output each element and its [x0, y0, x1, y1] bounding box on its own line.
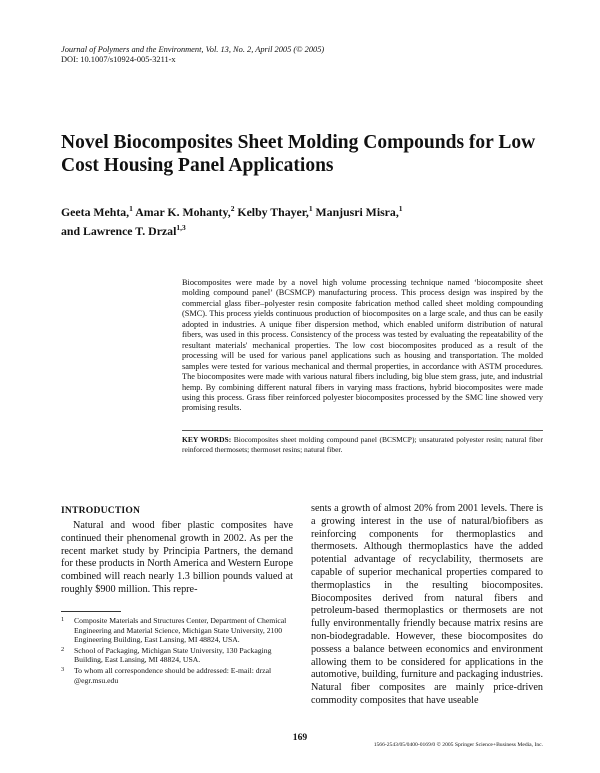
- footnote-text: To whom all correspondence should be addressed: E-mail: drzal @egr.msu.edu: [74, 665, 272, 685]
- abstract-divider: [182, 430, 543, 431]
- author-affiliation-mark: 1: [398, 204, 403, 213]
- footnote-text: School of Packaging, Michigan State University, 130 Packaging Building, East Lansing, MI 48824, USA.: [74, 645, 272, 665]
- introduction-column-1: Natural and wood fiber plastic composites have continued their phenomenal growth in 2002. As per the recent market study by Principia Partners, the demand for these products in North America and Western Europe combined will reach nearly 1.3 billion pounds valued at roughly $900 million. This repre-: [61, 520, 293, 595]
- author-affiliation-mark: 1: [129, 204, 133, 213]
- footnote-number: 3: [61, 665, 65, 673]
- footnotes: [61, 616, 293, 686]
- author-name: Amar K. Mohanty,: [135, 204, 231, 219]
- author-affiliation-mark: 1: [308, 204, 313, 213]
- introduction-column-2: sents a growth of almost 20% from 2001 levels. There is a growing interest in the use of natural/biofibers as reinforcing components for thermoplastics and thermosets. Although thermoplastics have the added potential advantage of recyclability, thermosets are capable of superior mechanical properties compared to thermoplastics in the resulting biocomposites. Biocomposites derived from natural fibers and petroleum-based thermoplastics or thermosets are not fully environmentally friendly because matrix resins are non-biodegradable. However, these biocomposites do possess a balance between economics and environment allowing them to be considered for applications in the automotive, building, furniture and packaging industries. Natural fiber composites are mainly price-driven commodity composites that have useable: [311, 503, 543, 706]
- article-title: Novel Biocomposites Sheet Molding Compounds for Low Cost Housing Panel Applications: [61, 132, 536, 176]
- keywords-label: KEY WORDS:: [182, 435, 232, 444]
- footnote: [61, 616, 293, 645]
- author-affiliation-mark: 2: [230, 204, 235, 213]
- footnote-number: 1: [61, 616, 65, 623]
- author-name: Manjusri Misra,: [315, 204, 399, 219]
- journal-citation: Journal of Polymers and the Environment, Vol. 13, No. 2, April 2005 (© 2005): [61, 45, 325, 54]
- keywords: [182, 435, 543, 454]
- keywords-text: Biocomposites sheet molding compound panel (BCSMCP); unsaturated polyester resin; natural fiber reinforced thermosets; thermoset resins; natural fiber.: [182, 435, 544, 454]
- author-affiliation-mark: 1,3: [176, 222, 186, 232]
- footnote: [61, 666, 293, 685]
- footnote-number: 2: [61, 645, 65, 653]
- author-list: [61, 201, 501, 239]
- abstract: Biocomposites were made by a novel high volume processing technique named ‘biocomposite sheet molding compound panel’ (BCSMCP) manufacturing process. This process design was inspired by the commercial glass fiber–polyester resin composite fabrication method called sheet molding compounding (SMC). This process yields continuous production of biocomposites on a large scale, and thus can be easily adopted in industries. A unique fiber dispersion method, which enabled uniform distribution of natural fibers, was used in this process. Consistency of the process was tested by evaluating the repeatability of the resultant materials' mechanical properties. The low cost biocomposites produced as a result of the processing will be used for various panel applications such as housing and transportation. The molded samples were tested for various mechanical and thermal properties, in accordance with ASTM procedures. The biocomposites were made with various natural fibers including, big blue stem grass, jute, and industrial hemp. By combining different natural fibers in varying mass fractions, hybrid biocomposites were made using this process. Grass fiber reinforced polyester biocomposites processed by the SMC line showed very promising results.: [182, 278, 543, 413]
- footnote: [61, 646, 293, 665]
- doi-line: DOI: 10.1007/s10924-005-3211-x: [61, 55, 176, 64]
- footnote-divider: [61, 611, 121, 612]
- author-name: Geeta Mehta,: [61, 204, 130, 219]
- author-name: and Lawrence T. Drzal: [61, 223, 177, 238]
- issn-copyright-line: 1566-2543/05/0400-0169/0 © 2005 Springer Science+Business Media, Inc.: [373, 742, 543, 748]
- author-name: Kelby Thayer,: [237, 204, 309, 219]
- page-number: 169: [292, 732, 308, 743]
- section-heading-introduction: INTRODUCTION: [61, 505, 141, 516]
- footnote-text: Composite Materials and Structures Center, Department of Chemical Engineering and Material Science, Michigan State University, 2100 Engineering Building, East Lansing, MI 48824, USA.: [74, 616, 287, 645]
